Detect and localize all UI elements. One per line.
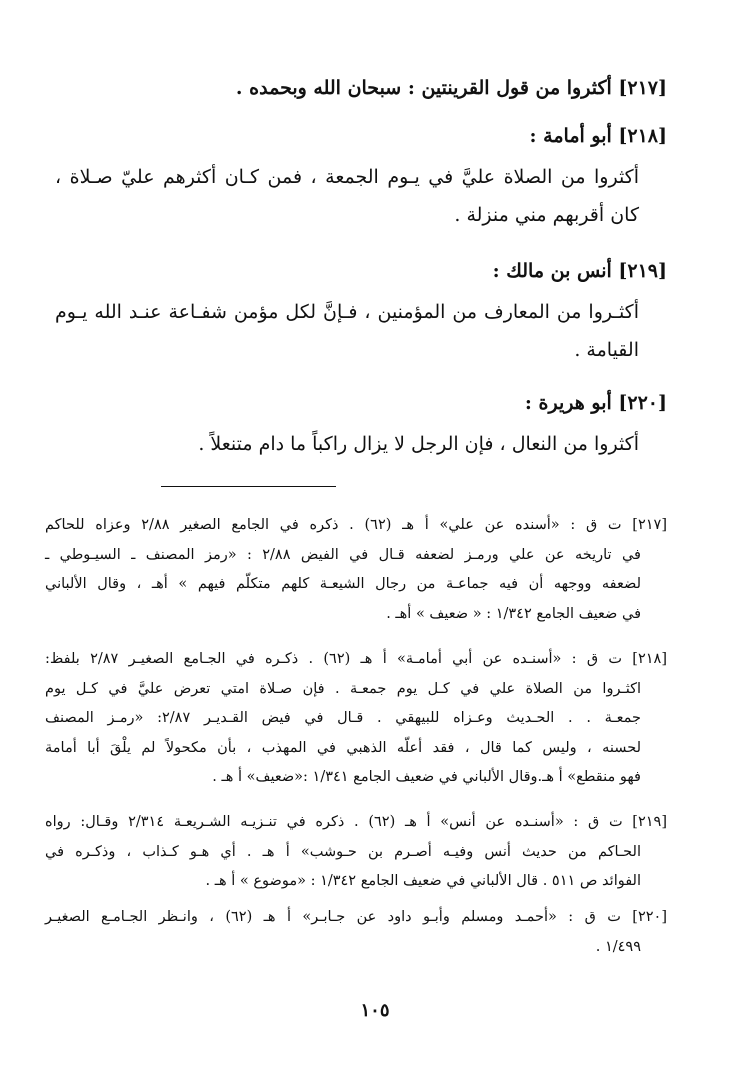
footnote-line: [٢١٧] ت ق : «أسنده عن علي» أ هـ (٦٢) . ذكره في الجامع الصغير ٢/٨٨ وعزاه للحاكم [45, 517, 667, 533]
entry-text-line: القيامة . [574, 339, 639, 361]
entry-218 [55, 117, 667, 234]
footnote-separator [161, 486, 336, 487]
entry-text-line: كان أقربهم مني منزلة . [454, 204, 639, 226]
footnote-line: جمعـة . . الحـديث وعـزاه للبيهقي . قـال في فيض القـديـر ٢/٨٧: «رمـز المصنف [45, 710, 642, 726]
entry-text-line: أكثروا من الصلاة عليَّ في يـوم الجمعة ، فمن كـان أكثرهم عليّ صـلاة ، [55, 166, 639, 188]
footnote-line: فهو منقطع» أ هـ.وقال الألباني في ضعيف الجامع ١/٣٤١ :«ضعيف» أ هـ . [212, 769, 641, 785]
footnote-line: اكثـروا من الصلاة علي في كـل يوم جمعـة . فإن صـلاة امتي تعرض عليَّ في كـل يوم [45, 680, 641, 697]
footnote-line: لحسنه ، وليس كما قال ، فقد أعلّه الذهبي في المهذب ، بأن مكحولاً لم يلْقَ أبا أمامة [45, 739, 641, 756]
footnote-line: ١/٤٩٩ . [595, 938, 641, 955]
footnote-line: [٢٢٠] ت ق : «أحمـد ومسلم وأبـو داود عن جـابـر» أ هـ (٦٢) ، وانـظر الجـامـع الصغيـر [45, 909, 667, 925]
footnote-220 [45, 903, 667, 962]
footnote-219 [45, 808, 667, 897]
footnote-line: الحـاكم من حديث أنس وفيـه أصـرم بن حـوشب» أ هـ . أي هـو كـذاب ، وذكـره في [45, 843, 641, 860]
footnote-line: في ضعيف الجامع ١/٣٤٢ : « ضعيف » أهـ . [386, 605, 641, 622]
entry-heading: [٢١٩] أنس بن مالك : [492, 260, 667, 282]
entry-220 [55, 384, 667, 463]
entry-text-line: أكثروا من النعال ، فإن الرجل لا يزال راكباً ما دام متنعلاً . [198, 433, 639, 455]
footnote-line: الفوائد ص ٥١١ . قال الألباني في ضعيف الجامع ١/٣٤٢ : «موضوع » أ هـ . [205, 873, 641, 889]
entry-heading: [٢١٧] أكثروا من قول القرينتين : سبحان الله وبحمده . [235, 77, 667, 99]
footnote-line: [٢١٩] ت ق : «أسنـده عن أنس» أ هـ (٦٢) . ذكره في تنـزيـه الشـريعـة ٢/٣١٤ وقـال: رواه [45, 814, 668, 830]
entry-217 [55, 69, 667, 107]
page-number: ١٠٥ [360, 1000, 390, 1021]
footnote-line: لضعفه ووجهه أن فيه جماعـة من رجال الشيعـة كلهم متكلّم فيهم » أهـ ، وقال الألباني [45, 576, 641, 592]
footnote-line: [٢١٨] ت ق : «أسنـده عن أبي أمامـة» أ هـ (٦٢) . ذكـره في الجـامع الصغيـر ٢/٨٧ بلفظ: [45, 651, 667, 667]
entry-heading: [٢١٨] أبو أمامة : [529, 125, 667, 147]
footnote-218 [45, 645, 667, 793]
entry-text-line: أكثـروا من المعارف من المؤمنين ، فـإنَّ لكل مؤمن شفـاعة عنـد الله يـوم [55, 301, 639, 323]
footnote-line: في تاريخه عن علي ورمـز لضعفه قـال في الفيض ٢/٨٨ : «رمز المصنف ـ السيـوطي ـ [45, 546, 641, 563]
entry-219 [55, 252, 667, 369]
footnote-217 [45, 511, 667, 629]
entry-heading: [٢٢٠] أبو هريرة : [524, 392, 667, 414]
